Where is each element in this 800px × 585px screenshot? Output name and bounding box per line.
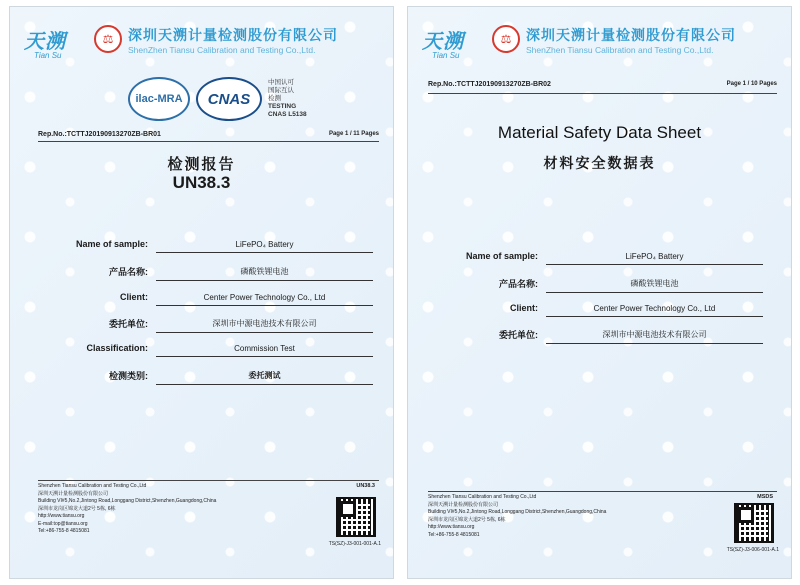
test-report-page	[9, 6, 394, 579]
field-classification: Classification: Commission Test	[38, 341, 373, 359]
company-logo-text: 天溯	[422, 29, 464, 53]
report-number: Rep.No.:TCTTJ20190913270ZB-BR01 Page 1 / 11 Pages	[38, 131, 379, 138]
field-sample-name: Name of sample: LiFePO₄ Battery	[38, 237, 373, 255]
header-divider	[38, 141, 379, 142]
company-name-cn: 深圳天溯计量检测股份有限公司	[128, 27, 338, 43]
accreditation-text: 中国认可 国际互认 检测 TESTING CNAS L5138	[268, 79, 307, 118]
field-sample-name: Name of sample: LiFePO₄ Battery	[428, 249, 763, 267]
field-product-name: 产品名称: 磷酸铁锂电池	[38, 263, 373, 281]
report-title-cn: 检测报告	[167, 156, 236, 173]
footer-doc-code: MSDS	[757, 494, 773, 500]
qr-code	[734, 503, 774, 543]
field-client: Client: Center Power Technology Co., Ltd	[38, 290, 373, 308]
footer-contact: Shenzhen Tiansu Calibration and Testing Co.,Ltd 深圳天溯计量检测股份有限公司 Building VI#5,No.2,Jintong Road,Longgang District,Shenzhen,Guangdong,China 深圳市龙岗区锦龙大道2号 5栋, 6栋 http://www.tiansu.org E-mail:top@tiansu.org Tel:+86-755-8 4815081	[38, 483, 217, 534]
footer-divider	[38, 480, 379, 481]
form-number: TS(SZ)-J3-001-001-A.1	[328, 541, 381, 547]
report-title-en: UN38.3	[172, 173, 231, 192]
footer-doc-code: UN38.3	[356, 483, 375, 489]
field-classification-cn: 检测类别: 委托测试	[38, 367, 373, 385]
cnas-logo: CNAS	[196, 77, 262, 121]
msds-title-cn: 材料安全数据表	[543, 155, 656, 171]
accreditation-marks	[128, 73, 368, 125]
company-name-en: ShenZhen Tiansu Calibration and Testing Co.,Ltd.	[128, 45, 316, 55]
company-logo-text: 天溯	[24, 29, 66, 53]
company-header	[422, 21, 777, 61]
header-divider	[428, 93, 777, 94]
msds-page	[407, 6, 792, 579]
footer-divider	[428, 491, 777, 492]
page-count: Page 1 / 11 Pages	[328, 131, 379, 137]
company-seal-icon: ⚖	[492, 25, 520, 53]
ilac-mra-logo: ilac-MRA	[128, 77, 190, 121]
field-client: Client: Center Power Technology Co., Ltd	[428, 301, 763, 319]
field-client-cn: 委托单位: 深圳市中源电池技术有限公司	[428, 326, 763, 344]
company-header	[24, 21, 379, 61]
msds-title-en: Material Safety Data Sheet	[497, 123, 702, 142]
field-client-cn: 委托单位: 深圳市中源电池技术有限公司	[38, 315, 373, 333]
company-logo-subtext: Tian Su	[34, 51, 62, 60]
footer-contact: Shenzhen Tiansu Calibration and Testing Co.,Ltd 深圳天溯计量检测股份有限公司 Building VI#5,No.2,Jintong Road,Longgang District,Shenzhen,Guangdong,China 深圳市龙岗区锦龙大道2号 5栋, 6栋 http://www.tiansu.org Tel:+86-755-8 4815081	[428, 494, 607, 538]
field-product-name: 产品名称: 磷酸铁锂电池	[428, 275, 763, 293]
report-number: Rep.No.:TCTTJ20190913270ZB-BR02 Page 1 / 10 Pages	[428, 81, 777, 88]
company-logo-subtext: Tian Su	[432, 51, 460, 60]
company-name-cn: 深圳天溯计量检测股份有限公司	[526, 27, 736, 43]
page-count: Page 1 / 10 Pages	[726, 81, 777, 87]
company-seal-icon: ⚖	[94, 25, 122, 53]
company-name-en: ShenZhen Tiansu Calibration and Testing Co.,Ltd.	[526, 45, 714, 55]
form-number: TS(SZ)-J3-006-001-A.1	[726, 547, 779, 553]
qr-code	[336, 497, 376, 537]
